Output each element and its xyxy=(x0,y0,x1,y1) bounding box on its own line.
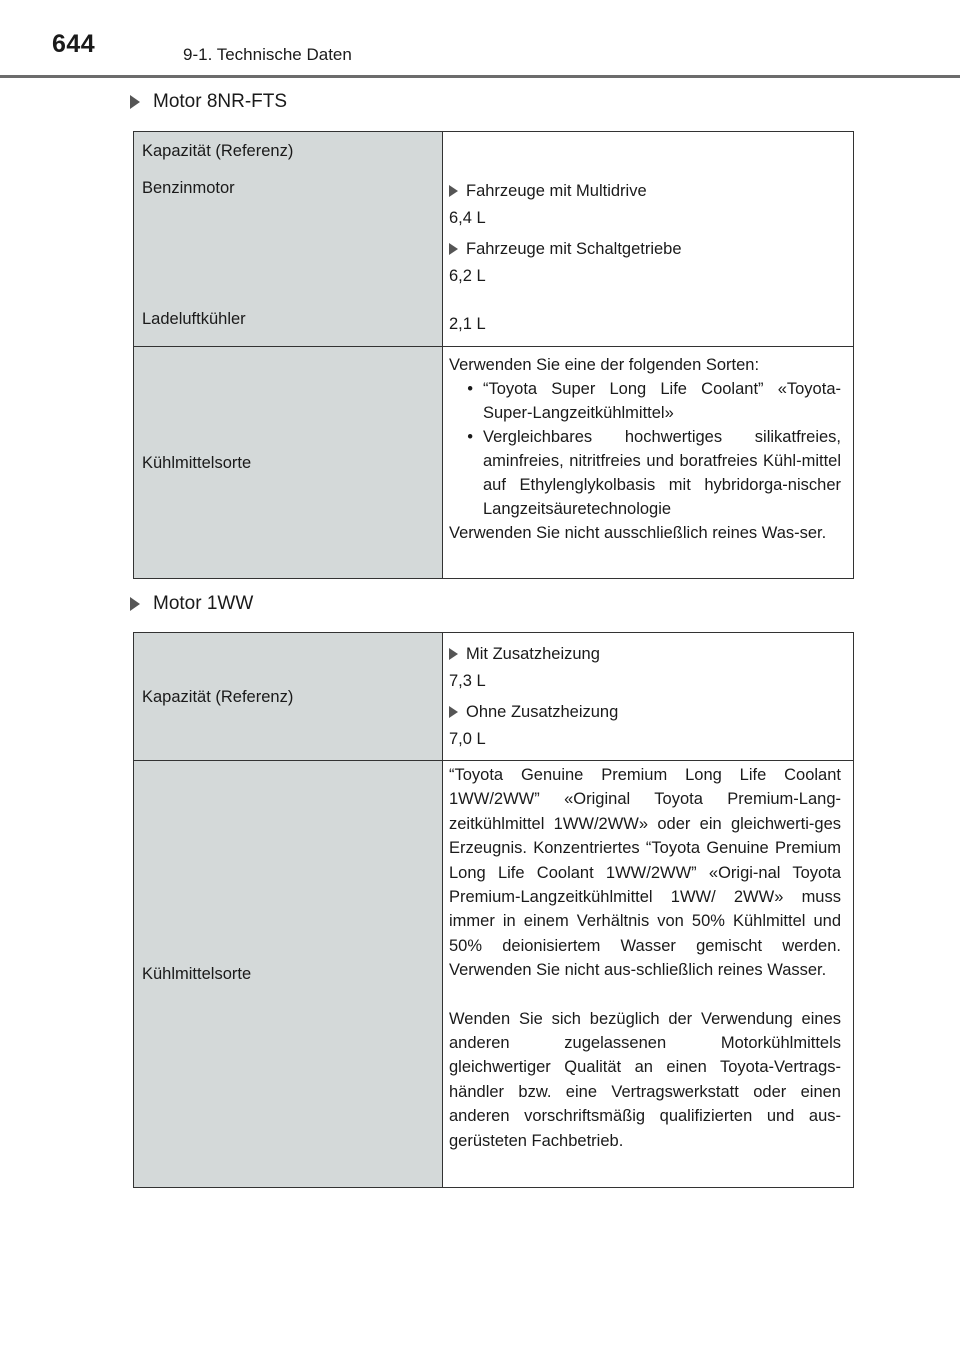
intercooler-value: 2,1 L xyxy=(449,315,486,333)
section-title: 9-1. Technische Daten xyxy=(183,45,352,64)
coolant-paragraph-1: “Toyota Genuine Premium Long Life Coolant 1WW/2WW” «Original Toyota Premium-Lang-zeitkühlmittel 1WW/2WW» oder ein gleichwerti-ges Erzeugnis. Konzentriertes “Toyota Genuine Premium Long Life Coolant 1WW/2WW” «Origi-nal Toyota Premium-Langzeitkühlmittel 1WW/ 2WW» muss immer in einem Verhältnis von 50% Kühlmittel und 50% deionisiertem Wasser gemischt werden. Verwenden Sie nicht aus-schließlich reines Wasser. xyxy=(449,766,841,980)
capacity-row xyxy=(134,633,854,761)
coolant-type-value-cell xyxy=(443,761,854,1188)
triangle-bullet-icon xyxy=(449,648,458,660)
triangle-bullet-icon xyxy=(449,243,458,255)
bullet-dot-icon: • xyxy=(467,428,473,446)
coolant-table-1ww xyxy=(133,632,854,1188)
page-header xyxy=(0,0,960,80)
coolant-note: Verwenden Sie nicht ausschließlich reines Was-ser. xyxy=(449,524,827,542)
without-heater-label: Ohne Zusatzheizung xyxy=(466,703,619,721)
with-heater-row xyxy=(449,639,841,669)
coolant-type-row xyxy=(134,347,854,579)
capacity-label: Kapazität (Referenz) xyxy=(134,633,443,761)
without-heater-value: 7,0 L xyxy=(449,730,486,748)
petrol-engine-label: Benzinmotor xyxy=(142,179,235,197)
with-heater-value: 7,3 L xyxy=(449,672,486,690)
coolant-bullet-2: • Vergleichbares hochwertiges silikatfreies, aminfreies, nitritfreies und boratfreies Kühl-mittel auf Ethylenglykolbasis mit hybridorga-nischer Langzeitsäuretechnologie xyxy=(449,425,841,521)
triangle-bullet-icon xyxy=(449,185,458,197)
capacity-row xyxy=(134,132,854,347)
capacity-label: Kapazität (Referenz) xyxy=(142,142,294,160)
multidrive-row xyxy=(449,176,841,206)
multidrive-label: Fahrzeuge mit Multidrive xyxy=(466,182,647,200)
coolant-type-value-cell xyxy=(443,347,854,579)
intercooler-label: Ladeluftkühler xyxy=(142,310,246,328)
engine-heading-1ww xyxy=(130,593,253,615)
header-rule xyxy=(0,75,960,78)
with-heater-label: Mit Zusatzheizung xyxy=(466,645,600,663)
page-number: 644 xyxy=(52,30,96,58)
manual-label: Fahrzeuge mit Schaltgetriebe xyxy=(466,240,682,258)
capacity-value-cell xyxy=(443,132,854,347)
coolant-type-row xyxy=(134,761,854,1188)
coolant-table-8nr-fts xyxy=(133,131,854,579)
engine-title: Motor 1WW xyxy=(153,593,254,614)
coolant-type-label: Kühlmittelsorte xyxy=(134,347,443,579)
triangle-bullet-icon xyxy=(449,706,458,718)
manual-row xyxy=(449,234,841,264)
multidrive-value: 6,4 L xyxy=(449,209,486,227)
without-heater-row xyxy=(449,697,841,727)
manual-value: 6,2 L xyxy=(449,267,486,285)
coolant-paragraph-2: Wenden Sie sich bezüglich der Verwendung eines anderen zugelassenen Motorkühlmittels gleichwertiger Qualität an einen Toyota-Vertrags-händler bzw. eine Vertragswerkstatt oder einen anderen vorschriftsmäßig qualifizierten und aus-gerüsteten Fachbetrieb. xyxy=(449,1009,841,1150)
coolant-bullet-1: • “Toyota Super Long Life Coolant” «Toyota-Super-Langzeitkühlmittel» xyxy=(449,377,841,425)
capacity-label-cell xyxy=(134,132,443,347)
engine-title: Motor 8NR-FTS xyxy=(153,91,288,112)
bullet-dot-icon: • xyxy=(467,380,473,398)
triangle-bullet-icon xyxy=(130,597,140,611)
coolant-intro: Verwenden Sie eine der folgenden Sorten: xyxy=(449,356,760,374)
triangle-bullet-icon xyxy=(130,95,140,109)
engine-heading-8nr-fts xyxy=(130,91,287,113)
coolant-type-label: Kühlmittelsorte xyxy=(134,761,443,1188)
capacity-value-cell xyxy=(443,633,854,761)
